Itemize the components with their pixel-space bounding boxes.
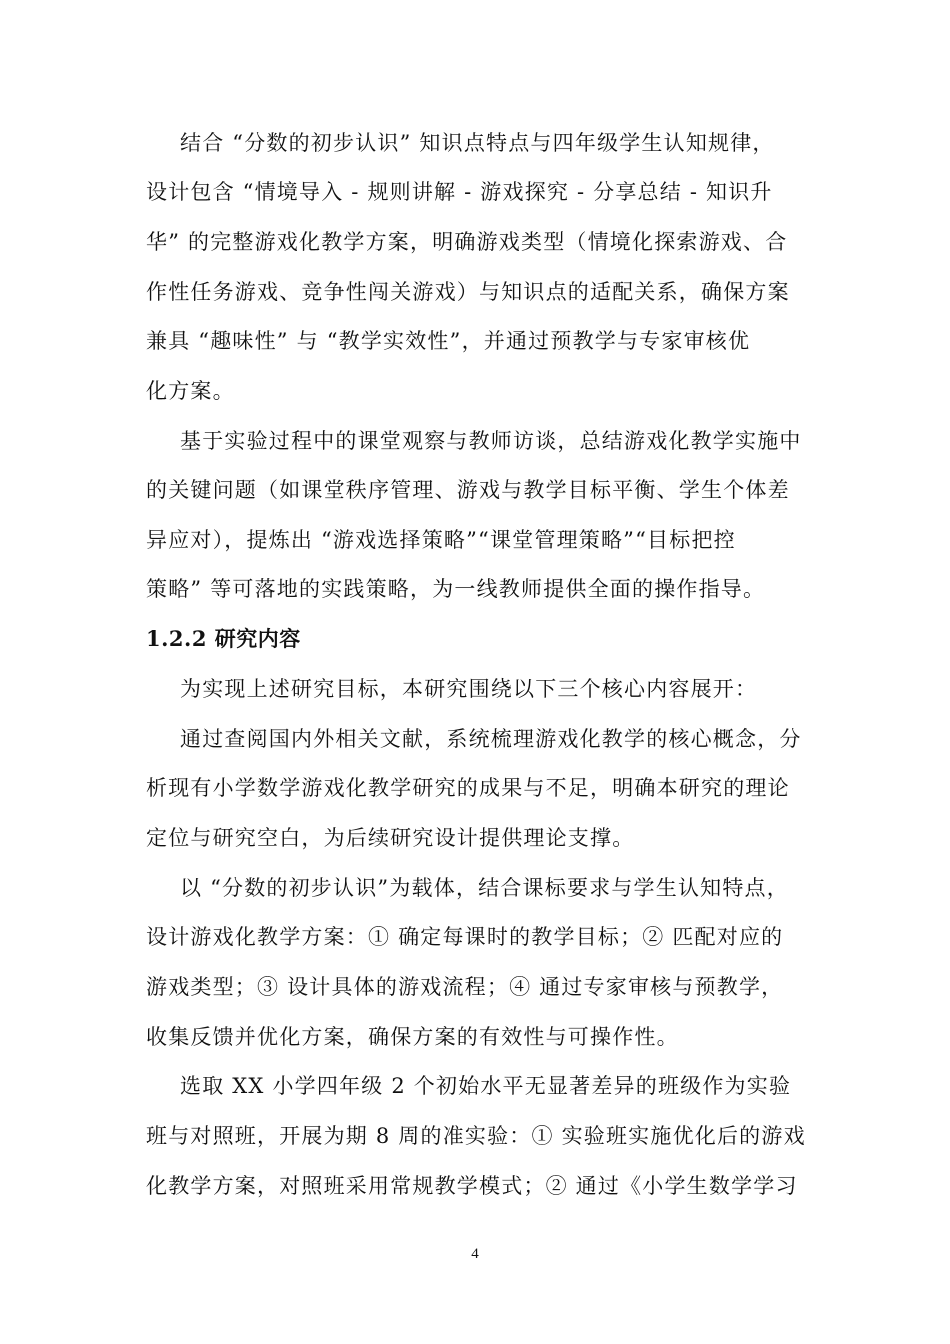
section-paragraph-4-line-3: 化教学方案，对照班采用常规教学模式；② 通过《小学生数学学习 (146, 1174, 798, 1198)
paragraph-1-line-4: 作性任务游戏、竞争性闯关游戏）与知识点的适配关系，确保方案 (146, 280, 790, 304)
paragraph-2-line-3: 异应对），提炼出 “游戏选择策略”“课堂管理策略”“目标把控 (146, 528, 736, 552)
paragraph-1-line-2: 设计包含 “情境导入 - 规则讲解 - 游戏探究 - 分享总结 - 知识升 (146, 180, 773, 204)
paragraph-1-line-3: 华” 的完整游戏化教学方案，明确游戏类型（情境化探索游戏、合 (146, 230, 788, 254)
section-paragraph-2-line-1: 通过查阅国内外相关文献，系统梳理游戏化教学的核心概念，分 (180, 727, 802, 751)
section-paragraph-2-line-3: 定位与研究空白，为后续研究设计提供理论支撑。 (146, 826, 635, 850)
section-paragraph-4-line-2: 班与对照班，开展为期 8 周的准实验：① 实验班实施优化后的游戏 (146, 1124, 806, 1148)
paragraph-2-line-1: 基于实验过程中的课堂观察与教师访谈，总结游戏化教学实施中 (180, 429, 802, 453)
section-paragraph-3-line-1: 以 “分数的初步认识”为载体，结合课标要求与学生认知特点， (180, 876, 789, 900)
section-paragraph-2-line-2: 析现有小学数学游戏化教学研究的成果与不足，明确本研究的理论 (146, 776, 790, 800)
paragraph-2-line-2: 的关键问题（如课堂秩序管理、游戏与教学目标平衡、学生个体差 (146, 478, 790, 502)
section-paragraph-4-line-1: 选取 XX 小学四年级 2 个初始水平无显著差异的班级作为实验 (180, 1074, 792, 1098)
paragraph-1-line-5: 兼具 “趣味性” 与 “教学实效性”，并通过预教学与专家审核优 (146, 329, 751, 353)
section-heading: 1.2.2 研究内容 (146, 626, 301, 651)
section-paragraph-3-line-3: 游戏类型；③ 设计具体的游戏流程；④ 通过专家审核与预教学， (146, 975, 784, 999)
paragraph-1-line-6: 化方案。 (146, 379, 235, 403)
paragraph-1-line-1: 结合 “分数的初步认识” 知识点特点与四年级学生认知规律， (180, 131, 775, 155)
paragraph-2-line-4: 策略” 等可落地的实践策略，为一线教师提供全面的操作指导。 (146, 577, 766, 601)
page-number: 4 (471, 1246, 479, 1262)
section-paragraph-3-line-2: 设计游戏化教学方案：① 确定每课时的教学目标；② 匹配对应的 (146, 925, 784, 949)
section-paragraph-3-line-4: 收集反馈并优化方案，确保方案的有效性与可操作性。 (146, 1025, 679, 1049)
section-paragraph-1-line-1: 为实现上述研究目标，本研究围绕以下三个核心内容展开： (180, 677, 758, 701)
